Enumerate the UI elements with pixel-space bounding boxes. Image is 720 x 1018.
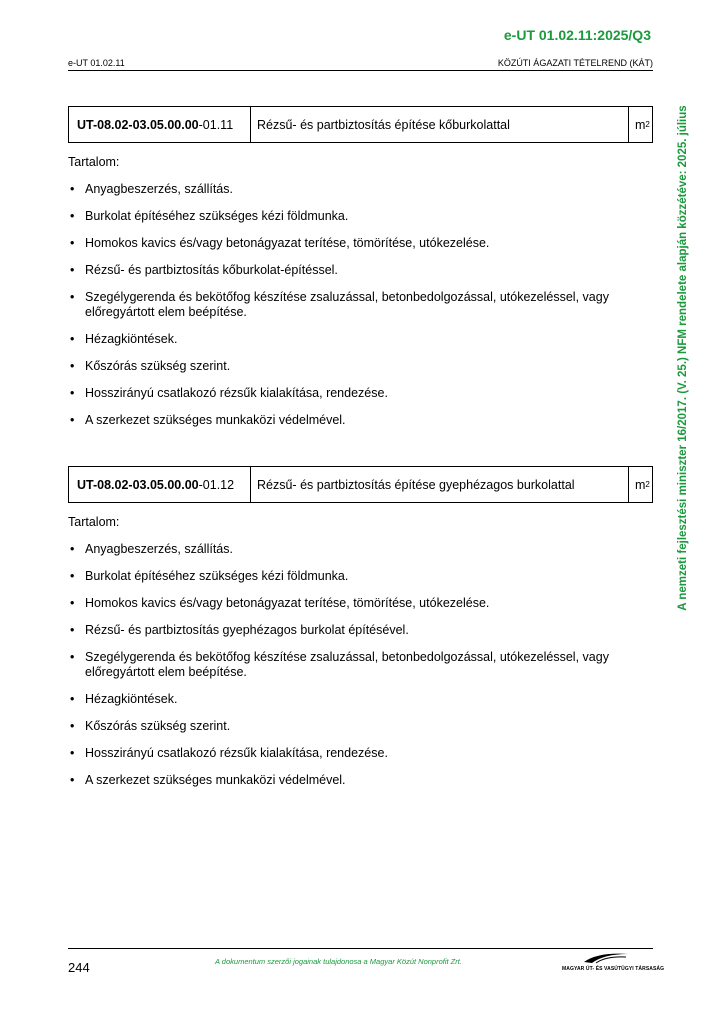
list-item: • Hézagkiöntések. — [70, 692, 178, 706]
item-title: Rézsű- és partbiztosítás építése gyephézagos burkolattal — [251, 467, 629, 502]
bullet-icon: • — [70, 542, 75, 556]
list-item: • Hosszirányú csatlakozó rézsűk kialakítása, rendezése. — [70, 386, 388, 400]
side-note: A nemzeti fejlesztési miniszter 16/2017. (V. 25.) NFM rendelete alapján közzétéve: 2025. július — [677, 105, 689, 611]
list-item: • Anyagbeszerzés, szállítás. — [70, 182, 233, 196]
item-table — [68, 106, 653, 143]
item-code-suffix: -01.11 — [198, 117, 234, 132]
content-label: Tartalom: — [68, 515, 120, 529]
unit-base: m — [635, 477, 646, 492]
item-unit — [629, 467, 652, 502]
list-item: • Anyagbeszerzés, szállítás. — [70, 542, 233, 556]
list-item: • Kőszórás szükség szerint. — [70, 359, 231, 373]
list-item: • Rézsű- és partbiztosítás gyephézagos burkolat építésével. — [70, 623, 409, 637]
bullet-icon: • — [70, 386, 75, 400]
copyright-note: A dokumentum szerzői jogainak tulajdonosa a Magyar Közút Nonprofit Zrt. — [215, 957, 462, 966]
list-item: • Kőszórás szükség szerint. — [70, 719, 231, 733]
bullet-icon: • — [70, 719, 75, 733]
publisher-logo — [562, 950, 665, 972]
bullet-icon: • — [70, 332, 75, 346]
bullet-icon: • — [70, 623, 75, 637]
list-item: • Rézsű- és partbiztosítás kőburkolat-építéssel. — [70, 263, 338, 277]
list-item: • A szerkezet szükséges munkaközi védelmével. — [70, 413, 346, 427]
header-divider — [68, 70, 653, 71]
item-code — [69, 467, 251, 502]
list-item: • Burkolat építéséhez szükséges kézi földmunka. — [70, 569, 349, 583]
header-right: KÖZÚTI ÁGAZATI TÉTELREND (KÁT) — [497, 58, 653, 68]
bullet-icon: • — [70, 596, 75, 610]
document-code: e-UT 01.02.11:2025/Q3 — [503, 27, 651, 43]
item-code-bold: UT-08.02-03.05.00.00 — [77, 117, 199, 132]
item-code-suffix: -01.12 — [198, 477, 235, 492]
content-label: Tartalom: — [68, 155, 120, 169]
item-unit — [629, 107, 652, 142]
list-item: • Homokos kavics és/vagy betonágyazat terítése, tömörítése, utókezelése. — [70, 236, 490, 250]
unit-exponent: 2 — [645, 480, 650, 489]
bullet-icon: • — [70, 263, 75, 277]
bullet-icon: • — [70, 236, 75, 250]
content-list — [68, 542, 638, 800]
item-code — [69, 107, 251, 142]
list-item: • A szerkezet szükséges munkaközi védelmével. — [70, 773, 346, 787]
unit-exponent: 2 — [645, 120, 650, 129]
list-item: • Szegélygerenda és bekötőfog készítése zsaluzással, betonbedolgozással, utókezeléssel, vagy előregyártott elem beépítése. — [70, 290, 609, 319]
list-item: • Burkolat építéséhez szükséges kézi földmunka. — [70, 209, 349, 223]
unit-base: m — [635, 117, 646, 132]
list-item: • Szegélygerenda és bekötőfog készítése zsaluzással, betonbedolgozással, utókezeléssel, vagy előregyártott elem beépítése. — [70, 650, 609, 679]
bullet-icon: • — [70, 413, 75, 427]
header-left: e-UT 01.02.11 — [68, 58, 125, 68]
item-table — [68, 466, 653, 503]
bullet-icon: • — [70, 746, 75, 760]
bullet-icon: • — [70, 692, 75, 706]
bullet-icon: • — [70, 209, 75, 223]
list-item: • Hézagkiöntések. — [70, 332, 178, 346]
bullet-icon: • — [70, 569, 75, 583]
bullet-icon: • — [70, 773, 75, 787]
bullet-icon: • — [70, 359, 75, 373]
page-number: 244 — [68, 960, 90, 975]
bullet-icon: • — [70, 182, 75, 196]
list-item: • Hosszirányú csatlakozó rézsűk kialakítása, rendezése. — [70, 746, 388, 760]
bullet-icon: • — [70, 290, 75, 304]
footer-divider — [68, 948, 653, 949]
road-logo-icon — [582, 950, 630, 964]
list-item: • Homokos kavics és/vagy betonágyazat terítése, tömörítése, utókezelése. — [70, 596, 490, 610]
item-code-bold: UT-08.02-03.05.00.00 — [77, 477, 199, 492]
content-list — [68, 182, 638, 440]
bullet-icon: • — [70, 650, 75, 664]
logo-text: MAGYAR ÚT- ÉS VASÚTÜGYI TÁRSASÁG — [562, 966, 665, 972]
item-title: Rézsű- és partbiztosítás építése kőburkolattal — [251, 107, 629, 142]
